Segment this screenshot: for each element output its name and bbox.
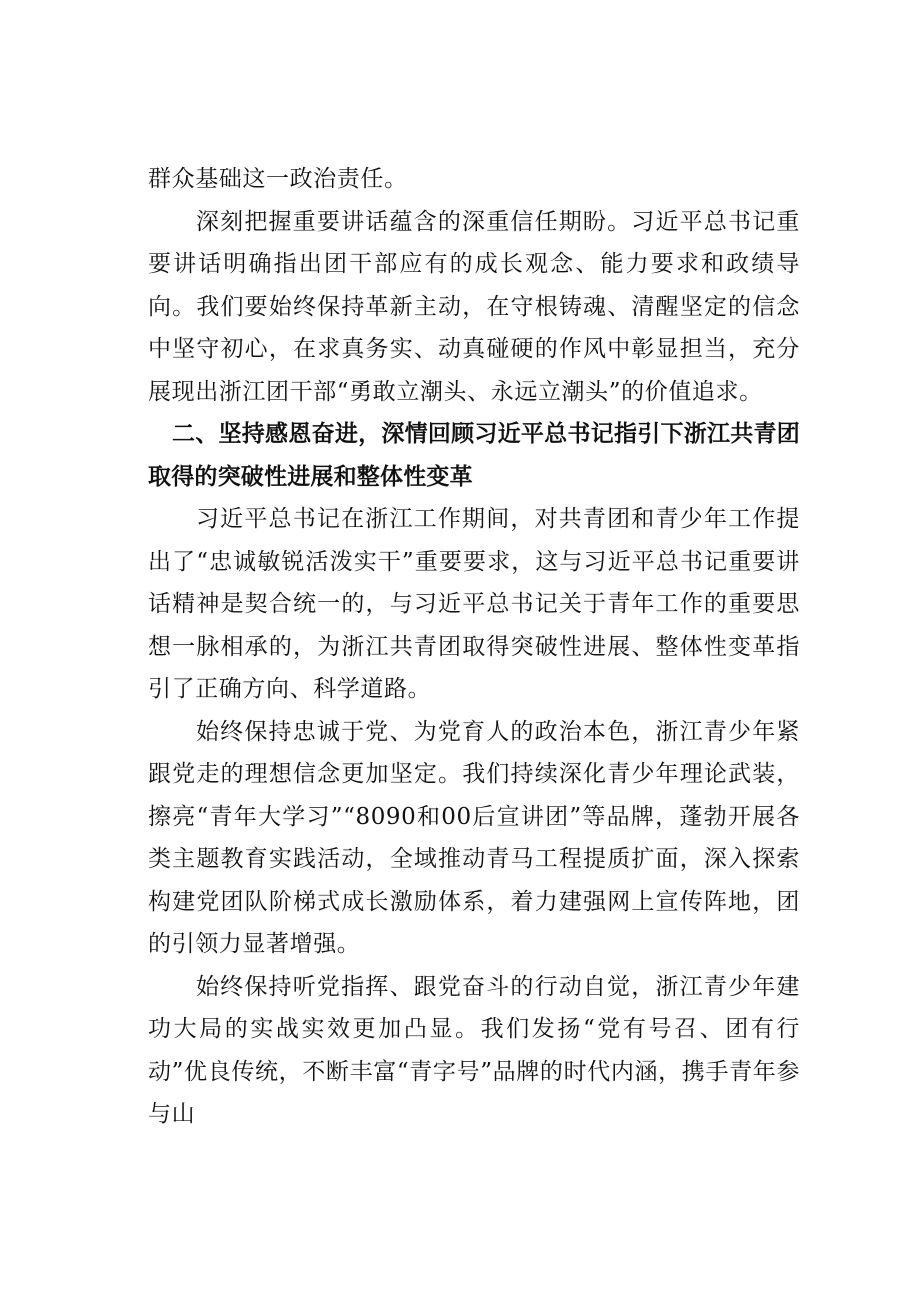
paragraph-action-consciousness: 始终保持听党指挥、跟党奋斗的行动自觉，浙江青少年建功大局的实战实效更加凸显。我们发扬“党有号召、团有行动”优良传统，不断丰富“青字号”品牌的时代内涵，携手青年参与山	[148, 973, 800, 1127]
paragraph-political-loyalty: 始终保持忠诚于党、为党育人的政治本色，浙江青少年紧跟党走的理想信念更加坚定。我们持续深化青少年理论武装，擦亮“青年大学习”“8090和00后宣讲团”等品牌，蓬勃开展各类主题教育实践活动，全域推动青马工程提质扩面，深入探索构建党团队阶梯式成长激励体系，着力建强网上宣传阵地，团的引领力显著增强。	[148, 718, 800, 957]
paragraph-speech-trust: 深刻把握重要讲话蕴含的深重信任期盼。习近平总书记重要讲话明确指出团干部应有的成长观念、能力要求和政绩导向。我们要始终保持革新主动，在守根铸魂、清醒坚定的信念中坚守初心，在求真务实、动真碰硬的作风中彰显担当，充分展现出浙江团干部“勇敢立潮头、永远立潮头”的价值追求。	[148, 208, 800, 405]
paragraph-continuation: 群众基础这一政治责任。	[148, 166, 408, 192]
paragraph-zhejiang-work: 习近平总书记在浙江工作期间，对共青团和青少年工作提出了“忠诚敏锐活泼实干”重要要求，这与习近平总书记重要讲话精神是契合统一的，与习近平总书记关于青年工作的重要思想一脉相承的，为浙江共青团取得突破性进展、整体性变革指引了正确方向、科学道路。	[148, 506, 800, 702]
section-heading: 二、坚持感恩奋进，深情回顾习近平总书记指引下浙江共青团取得的突破性进展和整体性变革	[148, 421, 800, 490]
document-body	[148, 158, 800, 1136]
